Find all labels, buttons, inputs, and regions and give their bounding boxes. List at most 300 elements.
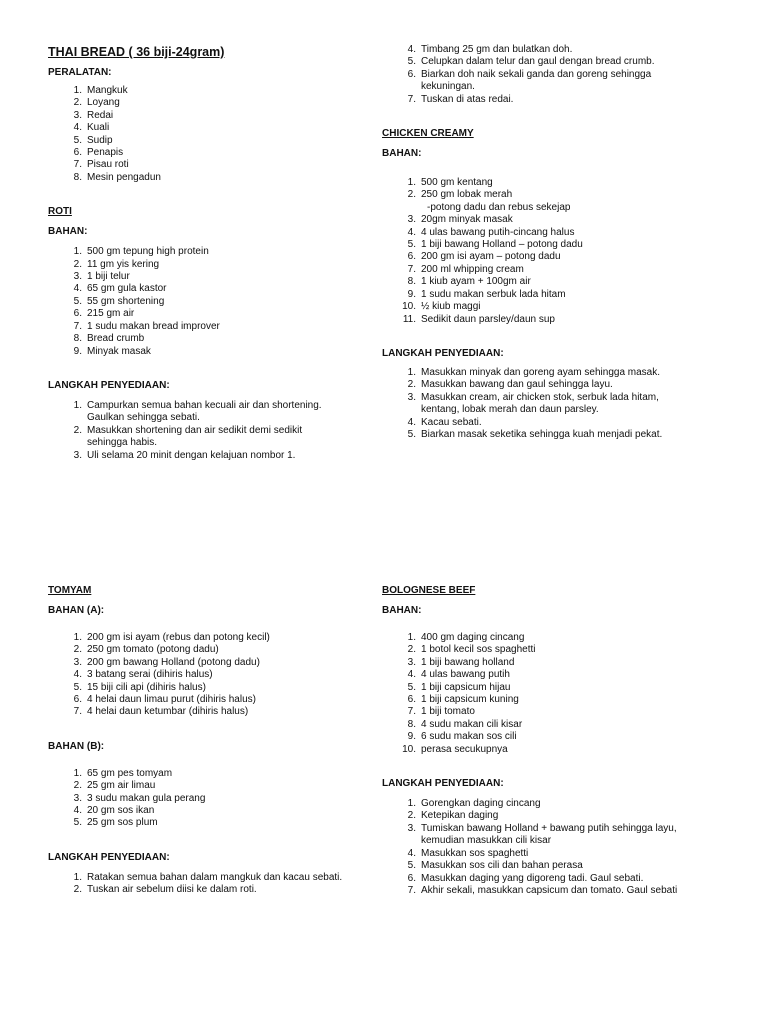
list-item [48, 321, 358, 333]
list-number: 3. [407, 656, 416, 668]
doc-title: THAI BREAD ( 36 biji-24gram) [48, 45, 225, 59]
list-item-value: Kuali [87, 122, 110, 134]
list-item [48, 805, 358, 817]
list-number: 7. [407, 93, 416, 105]
list-number: 1. [73, 632, 82, 643]
list-item-subnote: -potong dadu dan rebus sekejap [427, 201, 571, 213]
list-item-text [421, 392, 692, 417]
roti-bahan-label: BAHAN: [48, 226, 88, 238]
list-number: 5. [73, 295, 82, 307]
list-item-value: Tuskan air sebelum diisi ke dalam roti. [87, 884, 257, 896]
list-item [48, 706, 358, 718]
list-number: 8. [407, 718, 416, 730]
chicken-bahan-list [382, 177, 702, 326]
list-number: 6. [73, 694, 82, 706]
list-item [48, 308, 358, 320]
list-item [48, 97, 358, 109]
list-item-value: 3 batang serai (dihiris halus) [87, 669, 213, 681]
list-item-text [421, 848, 692, 860]
list-item-text [421, 823, 692, 848]
list-item-value: Mangkuk [87, 85, 128, 96]
list-item [48, 872, 358, 884]
list-item [48, 669, 358, 681]
list-item [382, 239, 702, 251]
list-item-value: Masukkan cream, air chicken stok, serbuk lada hitam, kentang, lobak merah dan daun parsley. [421, 391, 659, 416]
list-item-value: 4 helai daun limau purut (dihiris halus) [87, 694, 256, 706]
list-number: 1. [407, 177, 416, 189]
list-item [382, 731, 702, 743]
list-item [48, 246, 358, 258]
list-item-text [87, 172, 358, 184]
list-item-value: Penapis [87, 147, 124, 159]
list-item-text [421, 301, 702, 313]
list-item [382, 56, 702, 68]
tomyam-langkah-list [48, 872, 358, 897]
bolognese-langkah-label: LANGKAH PENYEDIAAN: [382, 778, 504, 790]
list-item-value: 4 sudu makan cili kisar [421, 718, 523, 730]
list-number: 11. [402, 313, 416, 325]
list-number: 2. [73, 644, 82, 656]
list-number: 5. [407, 860, 416, 872]
list-number: 6. [73, 308, 82, 320]
list-item [382, 682, 702, 694]
list-number: 4. [407, 226, 416, 238]
list-item [48, 817, 358, 829]
list-number: 5. [407, 56, 416, 68]
list-item-text [87, 793, 358, 805]
list-number: 2. [407, 810, 416, 822]
roti-title: ROTI [48, 206, 72, 218]
chicken-creamy-title: CHICKEN CREAMY [382, 128, 474, 140]
list-item-text [87, 159, 358, 171]
list-item-text [421, 264, 702, 276]
list-item [382, 392, 692, 417]
list-item [382, 798, 692, 810]
list-item-text [87, 259, 358, 271]
list-item-text [87, 246, 358, 258]
list-item-text [421, 719, 702, 731]
list-item-value: Ratakan semua bahan dalam mangkuk dan kacau sebati. [87, 871, 343, 883]
list-item-text [421, 632, 702, 644]
list-number: 7. [73, 706, 82, 718]
list-item-value: 200 ml whipping cream [421, 263, 524, 275]
list-item-text [87, 283, 358, 295]
list-number: 3. [407, 214, 416, 226]
list-item-text [87, 805, 358, 817]
list-item-value: 1 botol kecil sos spaghetti [421, 644, 536, 656]
list-item-text [87, 135, 358, 147]
list-item-text [87, 768, 358, 780]
list-item-text [87, 872, 358, 884]
list-item-text [421, 251, 702, 263]
tomyam-title: TOMYAM [48, 585, 92, 596]
list-item-text [87, 817, 358, 829]
list-item-value: Uli selama 20 minit dengan kelajuan nombor 1. [87, 449, 296, 461]
list-number: 9. [407, 731, 416, 743]
list-number: 7. [73, 320, 82, 332]
list-item-text [421, 885, 692, 897]
list-item-text [87, 321, 358, 333]
tomyam-bahan-b-label: BAHAN (B): [48, 740, 105, 752]
list-item [48, 694, 358, 706]
list-number: 3. [73, 271, 82, 283]
list-item-value: 6 sudu makan sos cili [421, 731, 517, 743]
list-item-value: 215 gm air [87, 308, 135, 320]
list-number: 6. [407, 251, 416, 263]
list-item [48, 296, 358, 308]
list-item [48, 333, 358, 345]
list-item-text [421, 367, 692, 379]
list-item-value: 1 sudu makan bread improver [87, 320, 220, 332]
list-item [382, 314, 702, 326]
list-number: 2. [73, 97, 82, 109]
list-item-text [87, 669, 358, 681]
list-item-text [87, 706, 358, 718]
list-item-text [421, 214, 702, 226]
list-item [382, 214, 702, 226]
list-item [382, 860, 692, 872]
list-number: 4. [73, 669, 82, 681]
list-item [48, 346, 358, 358]
list-item-text [87, 682, 358, 694]
list-item [48, 644, 358, 656]
list-item [382, 644, 702, 656]
bolognese-title: BOLOGNESE BEEF [382, 585, 476, 596]
list-item-value: 500 gm kentang [421, 177, 493, 189]
list-item [382, 264, 702, 276]
list-number: 7. [407, 884, 416, 896]
list-number: 2. [407, 189, 416, 201]
chicken-langkah-list [382, 367, 692, 441]
list-item [48, 159, 358, 171]
roti-langkah-label: LANGKAH PENYEDIAAN: [48, 379, 170, 391]
list-number: 1. [73, 871, 82, 883]
list-item [382, 177, 702, 189]
list-item-value: 1 biji capsicum hijau [421, 681, 511, 693]
list-item-value: Biarkan masak seketika sehingga kuah menjadi pekat. [421, 428, 663, 440]
list-item [48, 110, 358, 122]
list-item-text [421, 417, 692, 429]
list-item-value: 25 gm sos plum [87, 817, 158, 829]
list-item [48, 768, 358, 780]
list-item-text [87, 694, 358, 706]
list-number: 3. [73, 109, 82, 121]
list-item-text [421, 706, 702, 718]
list-number: 4. [73, 122, 82, 134]
roti-langkah-list [48, 400, 338, 462]
list-number: 2. [407, 379, 416, 391]
list-item [48, 135, 358, 147]
list-item [48, 657, 358, 669]
list-item [48, 884, 358, 896]
list-number: 3. [73, 449, 82, 461]
list-item-text [421, 644, 702, 656]
list-item-value: Timbang 25 gm dan bulatkan doh. [421, 44, 573, 55]
list-number: 8. [407, 276, 416, 288]
tomyam-langkah-label: LANGKAH PENYEDIAAN: [48, 851, 170, 863]
list-item [48, 85, 358, 97]
list-item [382, 848, 692, 860]
list-item [382, 632, 702, 644]
list-item [382, 873, 692, 885]
list-item-value: 65 gm pes tomyam [87, 767, 173, 779]
list-number: 1. [407, 798, 416, 810]
list-item [382, 885, 692, 897]
list-item-value: Gorengkan daging cincang [421, 798, 541, 810]
list-number: 3. [407, 822, 416, 834]
list-item [48, 147, 358, 159]
list-item-text [87, 450, 338, 462]
list-item-text [421, 227, 702, 239]
list-item [48, 122, 358, 134]
list-item [382, 276, 702, 288]
list-item-value: Mesin pengadun [87, 171, 161, 183]
list-item-text [421, 429, 692, 441]
list-number: 5. [407, 681, 416, 693]
list-item [382, 69, 702, 94]
list-number: 3. [407, 391, 416, 403]
list-number: 4. [407, 669, 416, 681]
list-number: 4. [73, 805, 82, 817]
list-item [48, 793, 358, 805]
list-item-text [87, 425, 338, 450]
list-number: 1. [73, 399, 82, 411]
list-item-text [87, 296, 358, 308]
list-item [48, 450, 338, 462]
list-item-value: Masukkan shortening dan air sedikit demi sedikit sehingga habis. [87, 424, 303, 449]
list-number: 6. [407, 68, 416, 80]
list-item-value: 4 ulas bawang putih-cincang halus [421, 226, 575, 238]
list-item-text [421, 798, 692, 810]
list-number: 3. [73, 792, 82, 804]
list-item [382, 669, 702, 681]
list-item [382, 301, 702, 313]
list-item-value: Masukkan sos cili dan bahan perasa [421, 860, 583, 872]
list-number: 5. [407, 428, 416, 440]
list-number: 6. [407, 694, 416, 706]
list-item-value: 200 gm isi ayam (rebus dan potong kecil) [87, 632, 270, 643]
list-item-text [87, 110, 358, 122]
list-item-text [87, 271, 358, 283]
list-item-text [421, 860, 692, 872]
list-item-text [87, 346, 358, 358]
list-item-text [421, 379, 692, 391]
list-item [382, 417, 692, 429]
list-number: 4. [73, 283, 82, 295]
tomyam-bahan-a-label: BAHAN (A): [48, 605, 105, 616]
list-number: 4. [407, 416, 416, 428]
peralatan-list [48, 85, 358, 184]
list-item-value: Sedikit daun parsley/daun sup [421, 313, 555, 325]
list-item-value: 1 biji tomato [421, 706, 475, 718]
list-item-text [421, 873, 692, 885]
list-item [382, 189, 702, 214]
list-item [48, 283, 358, 295]
list-number: 2. [73, 780, 82, 792]
list-item-value: Sudip [87, 134, 113, 146]
list-item-value: Campurkan semua bahan kecuali air dan shortening. Gaulkan sehingga sebati. [87, 399, 322, 424]
list-item-text [421, 289, 702, 301]
list-item-value: Redai [87, 109, 114, 121]
list-item [382, 744, 702, 756]
list-number: 1. [73, 246, 82, 258]
tomyam-bahan-b-list [48, 768, 358, 830]
list-item-text [421, 694, 702, 706]
list-item [48, 780, 358, 792]
list-item-text [87, 632, 358, 644]
chicken-langkah-label: LANGKAH PENYEDIAAN: [382, 347, 504, 359]
tomyam-bahan-a-list [48, 632, 358, 719]
list-number: 1. [407, 366, 416, 378]
list-item-text [421, 314, 702, 326]
list-item-value: 1 kiub ayam + 100gm air [421, 276, 531, 288]
list-item [382, 719, 702, 731]
list-item-value: 20gm minyak masak [421, 214, 513, 226]
list-number: 2. [73, 424, 82, 436]
list-item-text [87, 780, 358, 792]
list-item-text [421, 276, 702, 288]
list-item [48, 259, 358, 271]
list-item-value: 55 gm shortening [87, 295, 165, 307]
list-item-text [87, 122, 358, 134]
list-number: 4. [407, 44, 416, 55]
list-item-value: Akhir sekali, masukkan capsicum dan tomato. Gaul sebati [421, 884, 678, 896]
list-number: 5. [73, 681, 82, 693]
list-number: 8. [73, 171, 82, 183]
list-number: 5. [73, 134, 82, 146]
list-item-text [421, 669, 702, 681]
list-item-value: 15 biji cili api (dihiris halus) [87, 681, 206, 693]
list-item-value: Pisau roti [87, 159, 129, 171]
list-item-text [421, 69, 702, 94]
list-item-value: 500 gm tepung high protein [87, 246, 209, 258]
list-number: 5. [73, 817, 82, 829]
list-item-value: Masukkan sos spaghetti [421, 847, 529, 859]
list-item-value: Ketepikan daging [421, 810, 499, 822]
list-item [382, 44, 702, 56]
list-number: 8. [73, 333, 82, 345]
list-number: 2. [73, 884, 82, 896]
list-number: 7. [407, 706, 416, 718]
list-item-text [421, 810, 692, 822]
list-number: 3. [73, 656, 82, 668]
list-item-value: 200 gm bawang Holland (potong dadu) [87, 656, 260, 668]
list-item-value: Tumiskan bawang Holland + bawang putih sehingga layu, kemudian masukkan cili kisar [421, 822, 677, 847]
list-item-value: 1 biji bawang Holland – potong dadu [421, 239, 583, 251]
list-number: 7. [407, 263, 416, 275]
list-item [382, 367, 692, 379]
list-item-value: Minyak masak [87, 345, 151, 357]
peralatan-label: PERALATAN: [48, 67, 112, 78]
list-item-value: Masukkan daging yang digoreng tadi. Gaul sebati. [421, 872, 644, 884]
list-item-value: 3 sudu makan gula perang [87, 792, 206, 804]
list-item-value: perasa secukupnya [421, 743, 508, 755]
list-number: 6. [407, 872, 416, 884]
list-number: 5. [407, 239, 416, 251]
list-item-value: 11 gm yis kering [87, 258, 160, 270]
list-item-text [87, 657, 358, 669]
list-item-text [421, 657, 702, 669]
list-item [382, 289, 702, 301]
list-item-value: 4 helai daun ketumbar (dihiris halus) [87, 706, 249, 718]
list-item [382, 379, 692, 391]
list-number: 9. [73, 345, 82, 357]
list-number: 1. [407, 632, 416, 643]
list-item-value: 250 gm lobak merah [421, 189, 513, 201]
list-item-text [421, 189, 702, 214]
list-number: 2. [407, 644, 416, 656]
list-item-text [421, 56, 702, 68]
list-item-text [87, 400, 338, 425]
list-item [382, 823, 692, 848]
list-item-text [421, 239, 702, 251]
list-item-value: 200 gm isi ayam – potong dadu [421, 251, 561, 263]
list-item [382, 227, 702, 239]
list-item-value: 65 gm gula kastor [87, 283, 167, 295]
list-item [48, 271, 358, 283]
list-item [382, 810, 692, 822]
list-item-value: Bread crumb [87, 333, 145, 345]
list-item-value: Tuskan di atas redai. [421, 93, 514, 105]
list-item [382, 429, 692, 441]
list-item-text [87, 147, 358, 159]
list-item-text [87, 644, 358, 656]
list-item-value: Biarkan doh naik sekali ganda dan goreng sehingga kekuningan. [421, 68, 652, 93]
list-item-text [87, 308, 358, 320]
list-item-value: 400 gm daging cincang [421, 632, 525, 643]
list-item [48, 682, 358, 694]
list-item-value: 1 biji capsicum kuning [421, 694, 519, 706]
list-item [382, 251, 702, 263]
list-number: 2. [73, 258, 82, 270]
list-number: 4. [407, 847, 416, 859]
bolognese-bahan-list [382, 632, 702, 756]
list-item-text [421, 177, 702, 189]
list-number: 1. [73, 767, 82, 779]
list-item-value: Masukkan bawang dan gaul sehingga layu. [421, 379, 613, 391]
list-item-text [421, 44, 702, 56]
list-item [382, 94, 702, 106]
list-item-value: Masukkan minyak dan goreng ayam sehingga masak. [421, 366, 661, 378]
list-item-value: 4 ulas bawang putih [421, 669, 510, 681]
list-item [48, 172, 358, 184]
list-item-text [421, 94, 702, 106]
list-item-text [421, 731, 702, 743]
chicken-bahan-label: BAHAN: [382, 148, 422, 160]
list-number: 9. [407, 288, 416, 300]
bolognese-langkah-list [382, 798, 692, 897]
list-item-value: 20 gm sos ikan [87, 805, 155, 817]
roti-langkah-cont-list [382, 44, 702, 106]
list-item-value: Celupkan dalam telur dan gaul dengan bread crumb. [421, 56, 655, 68]
list-item [382, 706, 702, 718]
list-number: 10. [402, 301, 416, 313]
list-item-text [87, 333, 358, 345]
list-item-value: ½ kiub maggi [421, 301, 481, 313]
list-number: 1. [73, 85, 82, 96]
list-item [48, 425, 338, 450]
list-item-value: 1 biji bawang holland [421, 656, 515, 668]
list-item [382, 694, 702, 706]
list-number: 6. [73, 147, 82, 159]
list-item [48, 400, 338, 425]
bolognese-bahan-label: BAHAN: [382, 605, 422, 616]
list-item [382, 657, 702, 669]
roti-bahan-list [48, 246, 358, 358]
list-item-text [87, 97, 358, 109]
list-number: 7. [73, 159, 82, 171]
list-item-text [421, 682, 702, 694]
